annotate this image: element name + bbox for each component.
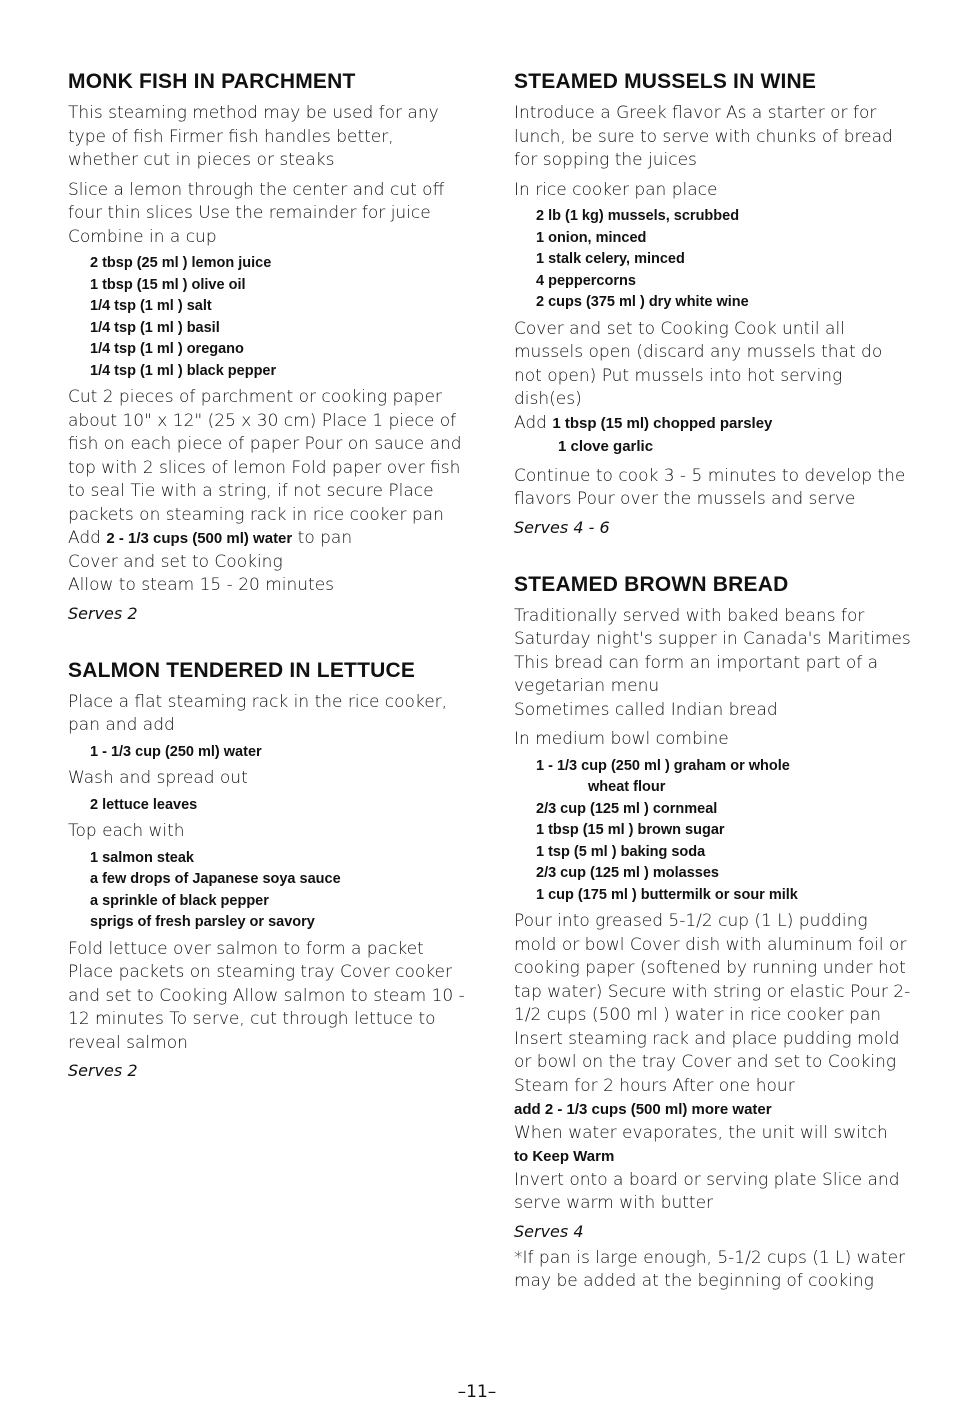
ingredient: sprigs of fresh parsley or savory — [90, 914, 315, 930]
recipe-step-add — [68, 527, 468, 551]
ingredient-list — [536, 206, 914, 314]
ingredient: 2/3 cup (125 ml ) molasses — [536, 865, 719, 881]
add-ingredient: 1 clove garlic — [558, 438, 654, 455]
ingredient: 1/4 tsp (1 ml ) oregano — [90, 341, 244, 357]
ingredient-list — [536, 756, 914, 907]
recipe-step-add-cont — [514, 435, 914, 459]
ingredient: 1 tsp (5 ml ) baking soda — [536, 843, 706, 860]
recipe-step: Combine in a cup — [68, 226, 217, 247]
right-column — [514, 70, 914, 1294]
ingredient: 1 stalk celery, minced — [536, 251, 685, 267]
recipe-step: Allow to steam 15 - 20 minutes — [68, 575, 335, 595]
recipe-step: Slice a lemon through the center and cut off four thin slices Use the remainder for juice — [68, 179, 445, 223]
recipe-brown-bread — [514, 573, 914, 1294]
serves-label: Serves 2 — [68, 1061, 138, 1080]
ingredient: 1 - 1/3 cup (250 ml) water — [90, 743, 262, 760]
ingredient: 2 lettuce leaves — [90, 796, 198, 813]
recipe-step: In medium bowl combine — [514, 729, 729, 749]
recipe-step: Cover and set to Cooking Cook until all mussels open (discard any mussels that do not open) Put mussels into hot serving dish(es) — [514, 318, 883, 409]
recipe-step: Invert onto a board or serving plate Slice and serve warm with butter — [514, 1169, 900, 1213]
serves-label: Serves 2 — [68, 603, 138, 623]
recipe-intro: Traditionally served with baked beans for Saturday night's supper in Canada's Maritimes This bread can form an important part of a vegetarian menu — [514, 605, 911, 696]
ingredient-list — [90, 795, 468, 817]
recipe-title: MONK FISH IN PARCHMENT — [68, 70, 356, 93]
recipe-step: Fold lettuce over salmon to form a packet Place packets on steaming tray Cover cooker and set to Cooking Allow salmon to steam 10 - 12 minutes To serve, cut through lettuce to reveal salmon — [68, 938, 465, 1053]
ingredient: 1 tbsp (15 ml ) brown sugar — [536, 822, 725, 838]
recipe-step: Continue to cook 3 - 5 minutes to develop the flavors Pour over the mussels and serve — [514, 465, 906, 509]
ingredient: 1/4 tsp (1 ml ) basil — [90, 319, 220, 336]
left-column — [68, 70, 468, 1080]
recipe-intro: Introduce a Greek flavor As a starter or for lunch, be sure to serve with chunks of bread for sopping the juices — [514, 103, 893, 170]
serves-label: Serves 4 - 6 — [514, 517, 610, 537]
serves-label: Serves 4 — [514, 1221, 584, 1241]
recipe-mussels — [514, 70, 914, 537]
recipe-step: When water evaporates, the unit will switch — [514, 1122, 888, 1143]
ingredient-list — [90, 253, 468, 382]
add-ingredient: 2 - 1/3 cups (500 ml) water — [106, 530, 293, 547]
add-prefix: Add — [68, 528, 107, 548]
ingredient-list — [90, 848, 468, 934]
page-number: –11– — [457, 1382, 497, 1402]
recipe-step-bold — [514, 1098, 914, 1122]
keep-warm-label: to Keep Warm — [514, 1148, 615, 1165]
ingredient: 1 tbsp (15 ml ) olive oil — [90, 276, 246, 293]
recipe-step: Cover and set to Cooking — [68, 551, 283, 572]
ingredient-cont: wheat flour — [588, 779, 666, 795]
recipe-monk-fish — [68, 70, 468, 623]
ingredient: 1 onion, minced — [536, 229, 647, 246]
ingredient: 2/3 cup (125 ml ) cornmeal — [536, 800, 718, 817]
add-prefix: Add — [514, 412, 553, 433]
recipe-step: Wash and spread out — [68, 768, 248, 788]
recipe-intro: Place a flat steaming rack in the rice cooker, pan and add — [68, 691, 448, 735]
ingredient: 1 cup (175 ml ) buttermilk or sour milk — [536, 886, 798, 903]
footnote: *If pan is large enough, 5-1/2 cups (1 L) water may be added at the beginning of cooking — [514, 1247, 906, 1291]
ingredient: 1/4 tsp (1 ml ) salt — [90, 298, 212, 314]
ingredient: 2 lb (1 kg) mussels, scrubbed — [536, 208, 740, 224]
ingredient: 1 salmon steak — [90, 849, 194, 866]
ingredient: 1 - 1/3 cup (250 ml ) graham or whole — [536, 757, 790, 774]
recipe-title: STEAMED MUSSELS IN WINE — [514, 70, 817, 93]
recipe-step-bold — [514, 1145, 914, 1169]
recipe-intro: This steaming method may be used for any type of fish Firmer fish handles better, whether cut in pieces or steaks — [68, 103, 439, 170]
recipe-title: STEAMED BROWN BREAD — [514, 572, 789, 596]
ingredient: 2 tbsp (25 ml ) lemon juice — [90, 255, 272, 271]
ingredient: a sprinkle of black pepper — [90, 892, 269, 909]
ingredient-list — [90, 742, 468, 764]
recipe-title: SALMON TENDERED IN LETTUCE — [68, 658, 416, 682]
recipe-step-add — [514, 412, 914, 436]
recipe-step: Top each with — [68, 821, 185, 841]
ingredient: 2 cups (375 ml ) dry white wine — [536, 294, 749, 310]
recipe-step: Pour into greased 5-1/2 cup (1 L) pudding mold or bowl Cover dish with aluminum foil or cooking paper (softened by running under hot tap water) Secure with string or elastic Pour 2-1/2 cups (500 ml ) water in rice cooker pan Insert steaming rack and place pudding mold or bowl on the tray Cover and set to Cooking Steam for 2 hours After one hour — [514, 911, 911, 1096]
recipe-salmon — [68, 659, 468, 1081]
add-ingredient: add 2 - 1/3 cups (500 ml) more water — [514, 1101, 772, 1118]
recipe-step: In rice cooker pan place — [514, 179, 718, 200]
recipe-step: Cut 2 pieces of parchment or cooking paper about 10" x 12" (25 x 30 cm) Place 1 piece of fish on each piece of paper Pour on sauce and top with 2 slices of lemon Fold paper over fish to seal Tie with a string, if not secure Place packets on steaming rack in rice cooker pan — [68, 387, 462, 525]
add-suffix: to pan — [292, 528, 353, 548]
ingredient: 1/4 tsp (1 ml ) black pepper — [90, 362, 277, 379]
recipe-intro: Sometimes called Indian bread — [514, 699, 778, 720]
add-ingredient: 1 tbsp (15 ml) chopped parsley — [552, 414, 773, 432]
ingredient: a few drops of Japanese soya sauce — [90, 871, 341, 887]
ingredient: 4 peppercorns — [536, 272, 636, 289]
